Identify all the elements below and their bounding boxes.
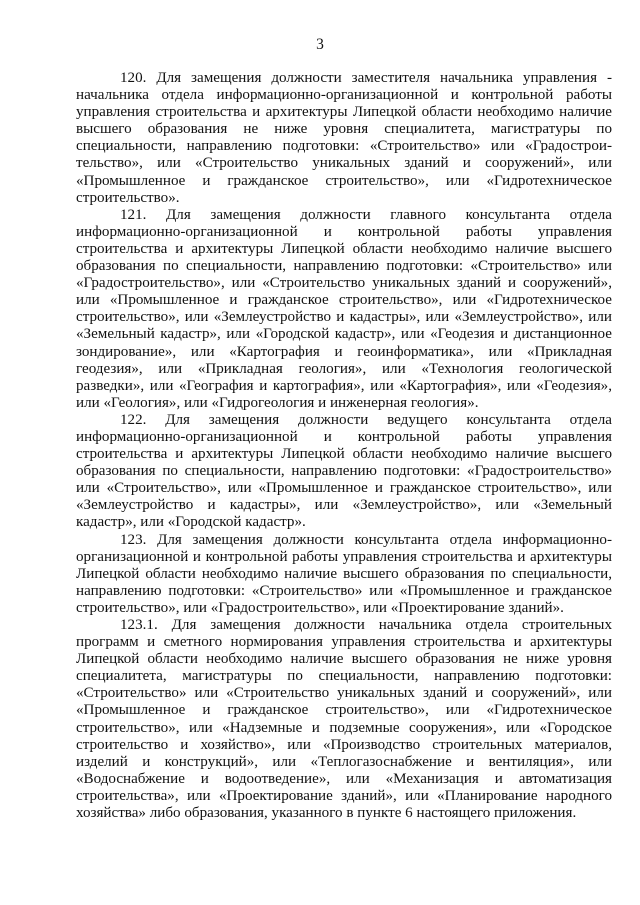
paragraph-line: или «Промышленное и гражданское строительство», или «Гидротехническое	[76, 292, 612, 309]
paragraph-line: строительство», или «Надземные и подземные сооружения», или «Городское	[76, 719, 612, 736]
paragraph-line: высшего образования не ниже уровня специалитета, магистратуры по	[76, 121, 612, 138]
paragraph-line: 123. Для замещения должности консультанта отдела информационно-	[120, 531, 612, 548]
paragraph-line: строительства и архитектуры Липецкой области необходимо наличие высшего	[76, 446, 612, 463]
paragraph-123	[76, 532, 612, 617]
paragraph-line: 122. Для замещения должности ведущего консультанта отдела	[120, 411, 612, 428]
paragraph-line: «Строительство» или «Строительство уникальных зданий и сооружений», или	[76, 685, 612, 702]
paragraph-line: зондирование», или «Картография и геоинформатика», или «Прикладная	[76, 343, 612, 360]
paragraph-line: геодезия», или «Прикладная геология», или «Технология геологической	[76, 360, 612, 377]
paragraph-line: строительство», или «Землеустройство и кадастры», или «Землеустройство», или	[76, 309, 612, 326]
page-number: 3	[316, 36, 324, 53]
paragraph-line: специалитета, магистратуры по специальности, направлению подготовки:	[76, 668, 612, 685]
paragraph-line: «Земельный кадастр», или «Городской кадастр», или «Геодезия и дистанционное	[76, 326, 612, 343]
paragraph-line: организационной и контрольной работы управления строительства и архитектуры	[76, 548, 612, 565]
paragraph-line: строительство».	[76, 189, 180, 206]
paragraph-line: хозяйства» либо образования, указанного в пункте 6 настоящего приложения.	[76, 805, 577, 822]
paragraph-line: образования по специальности, направлению подготовки: «Градостроительство»	[76, 463, 612, 480]
paragraph-line: Липецкой области необходимо наличие высшего образования по специальности,	[76, 565, 612, 582]
paragraph-line: 120. Для замещения должности заместителя начальника управления -	[120, 70, 612, 86]
paragraph-line: «Водоснабжение и водоотведение», или «Механизация и автоматизация	[76, 770, 612, 787]
paragraph-line: 123.1. Для замещения должности начальника отдела строительных	[120, 617, 612, 633]
paragraph-line: тельство», или «Строительство уникальных зданий и сооружений», или	[76, 155, 612, 172]
paragraph-line: строительство и хозяйство», или «Производство строительных материалов,	[76, 736, 612, 753]
paragraph-121	[76, 207, 612, 412]
paragraph-line: строительство», или «Градостроительство», или «Проектирование зданий».	[76, 599, 564, 616]
paragraph-line: информационно-организационной и контрольной работы управления	[76, 223, 612, 240]
paragraph-line: информационно-организационной и контрольной работы управления	[76, 428, 612, 445]
paragraph-line: «Градостроительство», или «Строительство уникальных зданий и сооружений»,	[76, 275, 612, 292]
paragraph-line: Липецкой области необходимо наличие высшего образования не ниже уровня	[76, 651, 612, 668]
paragraph-line: специальности, направлению подготовки: «Строительство» или «Градострои-	[76, 138, 612, 155]
document-body	[76, 70, 612, 822]
paragraph-line: строительства и архитектуры Липецкой области необходимо наличие высшего	[76, 240, 612, 257]
paragraph-line: «Промышленное и гражданское строительство», или «Гидротехническое	[76, 172, 612, 189]
paragraph-line: или «Строительство», или «Промышленное и гражданское строительство», или	[76, 480, 612, 497]
paragraph-line: изделий и конструкций», или «Теплогазоснабжение и вентиляция», или	[76, 753, 612, 770]
paragraph-122	[76, 412, 612, 532]
paragraph-line: разведки», или «География и картография», или «Картография», или «Геодезия»,	[76, 377, 612, 394]
paragraph-line: направлению подготовки: «Строительство» или «Промышленное и гражданское	[76, 582, 612, 599]
paragraph-line: «Промышленное и гражданское строительство», или «Гидротехническое	[76, 702, 612, 719]
paragraph-line: или «Геология», или «Гидрогеология и инженерная геология».	[76, 394, 479, 411]
paragraph-line: программ и сметного нормирования управления строительства и архитектуры	[76, 634, 612, 651]
paragraph-line: 121. Для замещения должности главного консультанта отдела	[120, 206, 612, 223]
paragraph-line: строительства», или «Проектирование зданий», или «Планирование народного	[76, 787, 612, 804]
paragraph-line: начальника отдела информационно-организационной и контрольной работы	[76, 87, 612, 104]
paragraph-line: управления строительства и архитектуры Липецкой области необходимо наличие	[76, 104, 612, 121]
paragraph-line: кадастр», или «Городской кадастр».	[76, 514, 306, 531]
paragraph-line: «Землеустройство и кадастры», или «Землеустройство», или «Земельный	[76, 497, 612, 514]
paragraph-line: образования по специальности, направлению подготовки: «Строительство» или	[76, 258, 612, 275]
paragraph-123-1	[76, 617, 612, 822]
paragraph-120	[76, 70, 612, 207]
